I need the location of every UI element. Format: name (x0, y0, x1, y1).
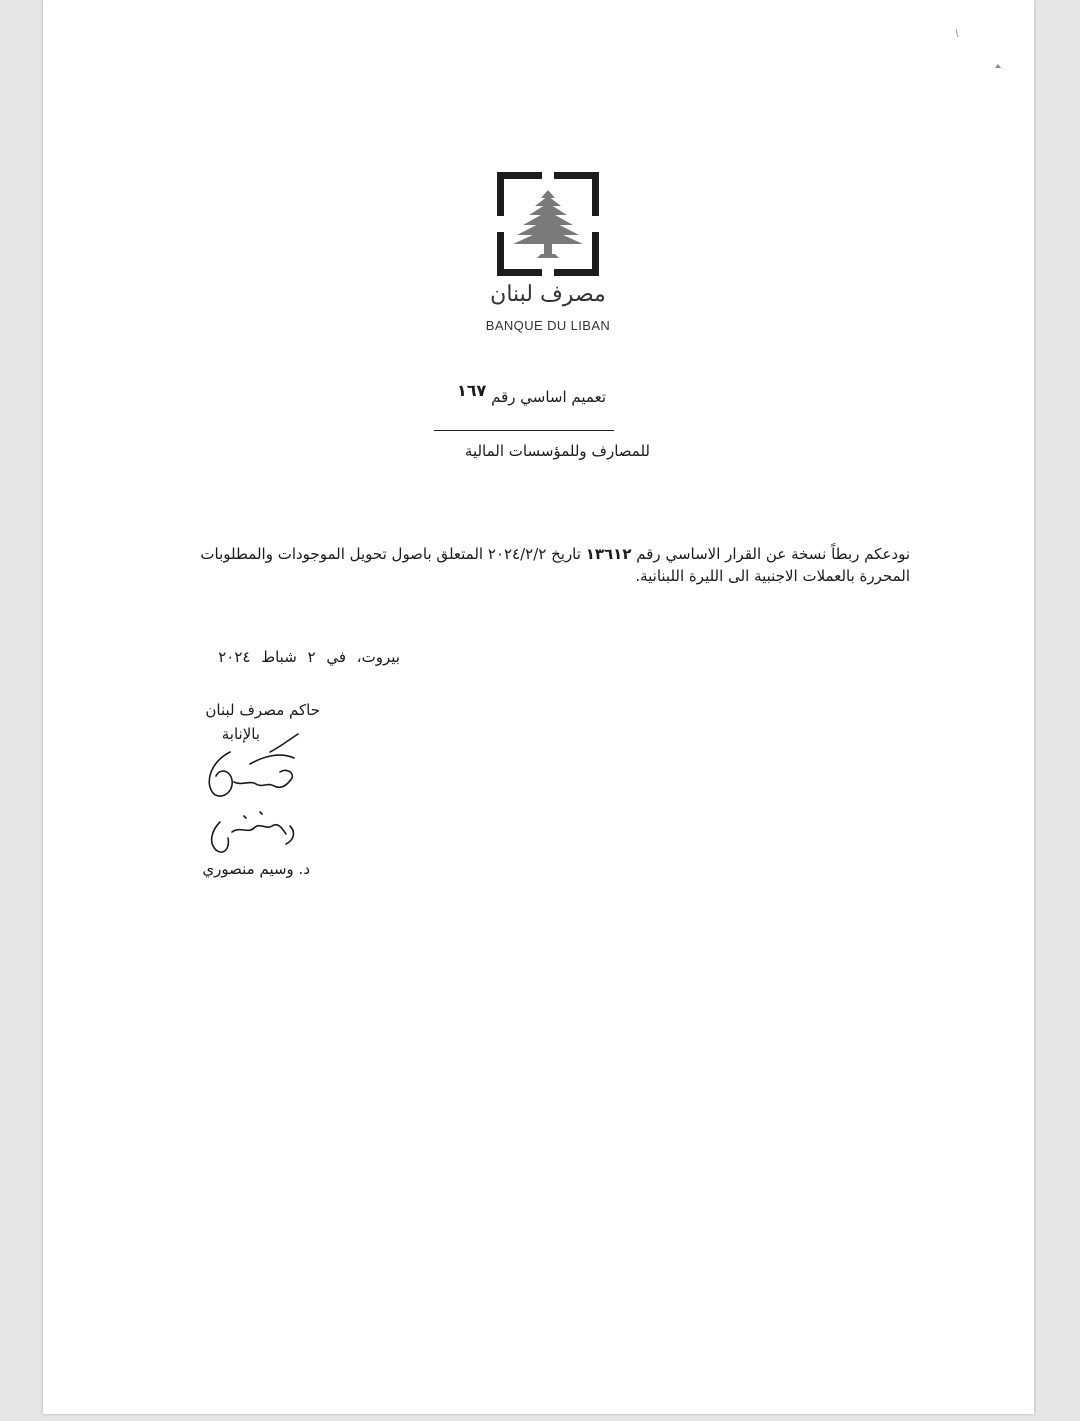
cedar-tree-frame-icon (497, 172, 599, 276)
title-underline (434, 430, 614, 431)
body-text-part-2: تاريخ ٢٠٢٤/٢/٢ المتعلق باصول تحويل الموجودات والمطلوبات المحررة بالعملات الاجنبية الى الليرة اللبنانية. (200, 545, 910, 585)
scan-speck-icon (994, 63, 1002, 69)
circular-title-label: تعميم اساسي رقم (491, 388, 606, 406)
date-line: بيروت، في ٢ شباط ٢٠٢٤ (218, 648, 400, 666)
governor-title: حاكم مصرف لبنان (205, 701, 320, 719)
signer-name: د. وسيم منصوري (202, 860, 310, 878)
circular-number: ١٦٧ (457, 381, 487, 400)
letterhead-name-english: BANQUE DU LIBAN (485, 318, 611, 333)
decision-number: ١٣٦١٢ (585, 545, 632, 563)
circular-addressee: للمصارف وللمؤسسات المالية (464, 442, 650, 460)
circular-title (400, 381, 606, 406)
body-paragraph (165, 543, 910, 587)
letterhead-name-arabic: مصرف لبنان (490, 282, 606, 307)
governor-proxy: بالإنابة (221, 725, 260, 743)
scan-speck-icon (954, 28, 960, 38)
handwritten-signature-icon (190, 722, 315, 864)
body-text-part-1: نودعكم ربطاً نسخة عن القرار الاساسي رقم (636, 545, 910, 563)
